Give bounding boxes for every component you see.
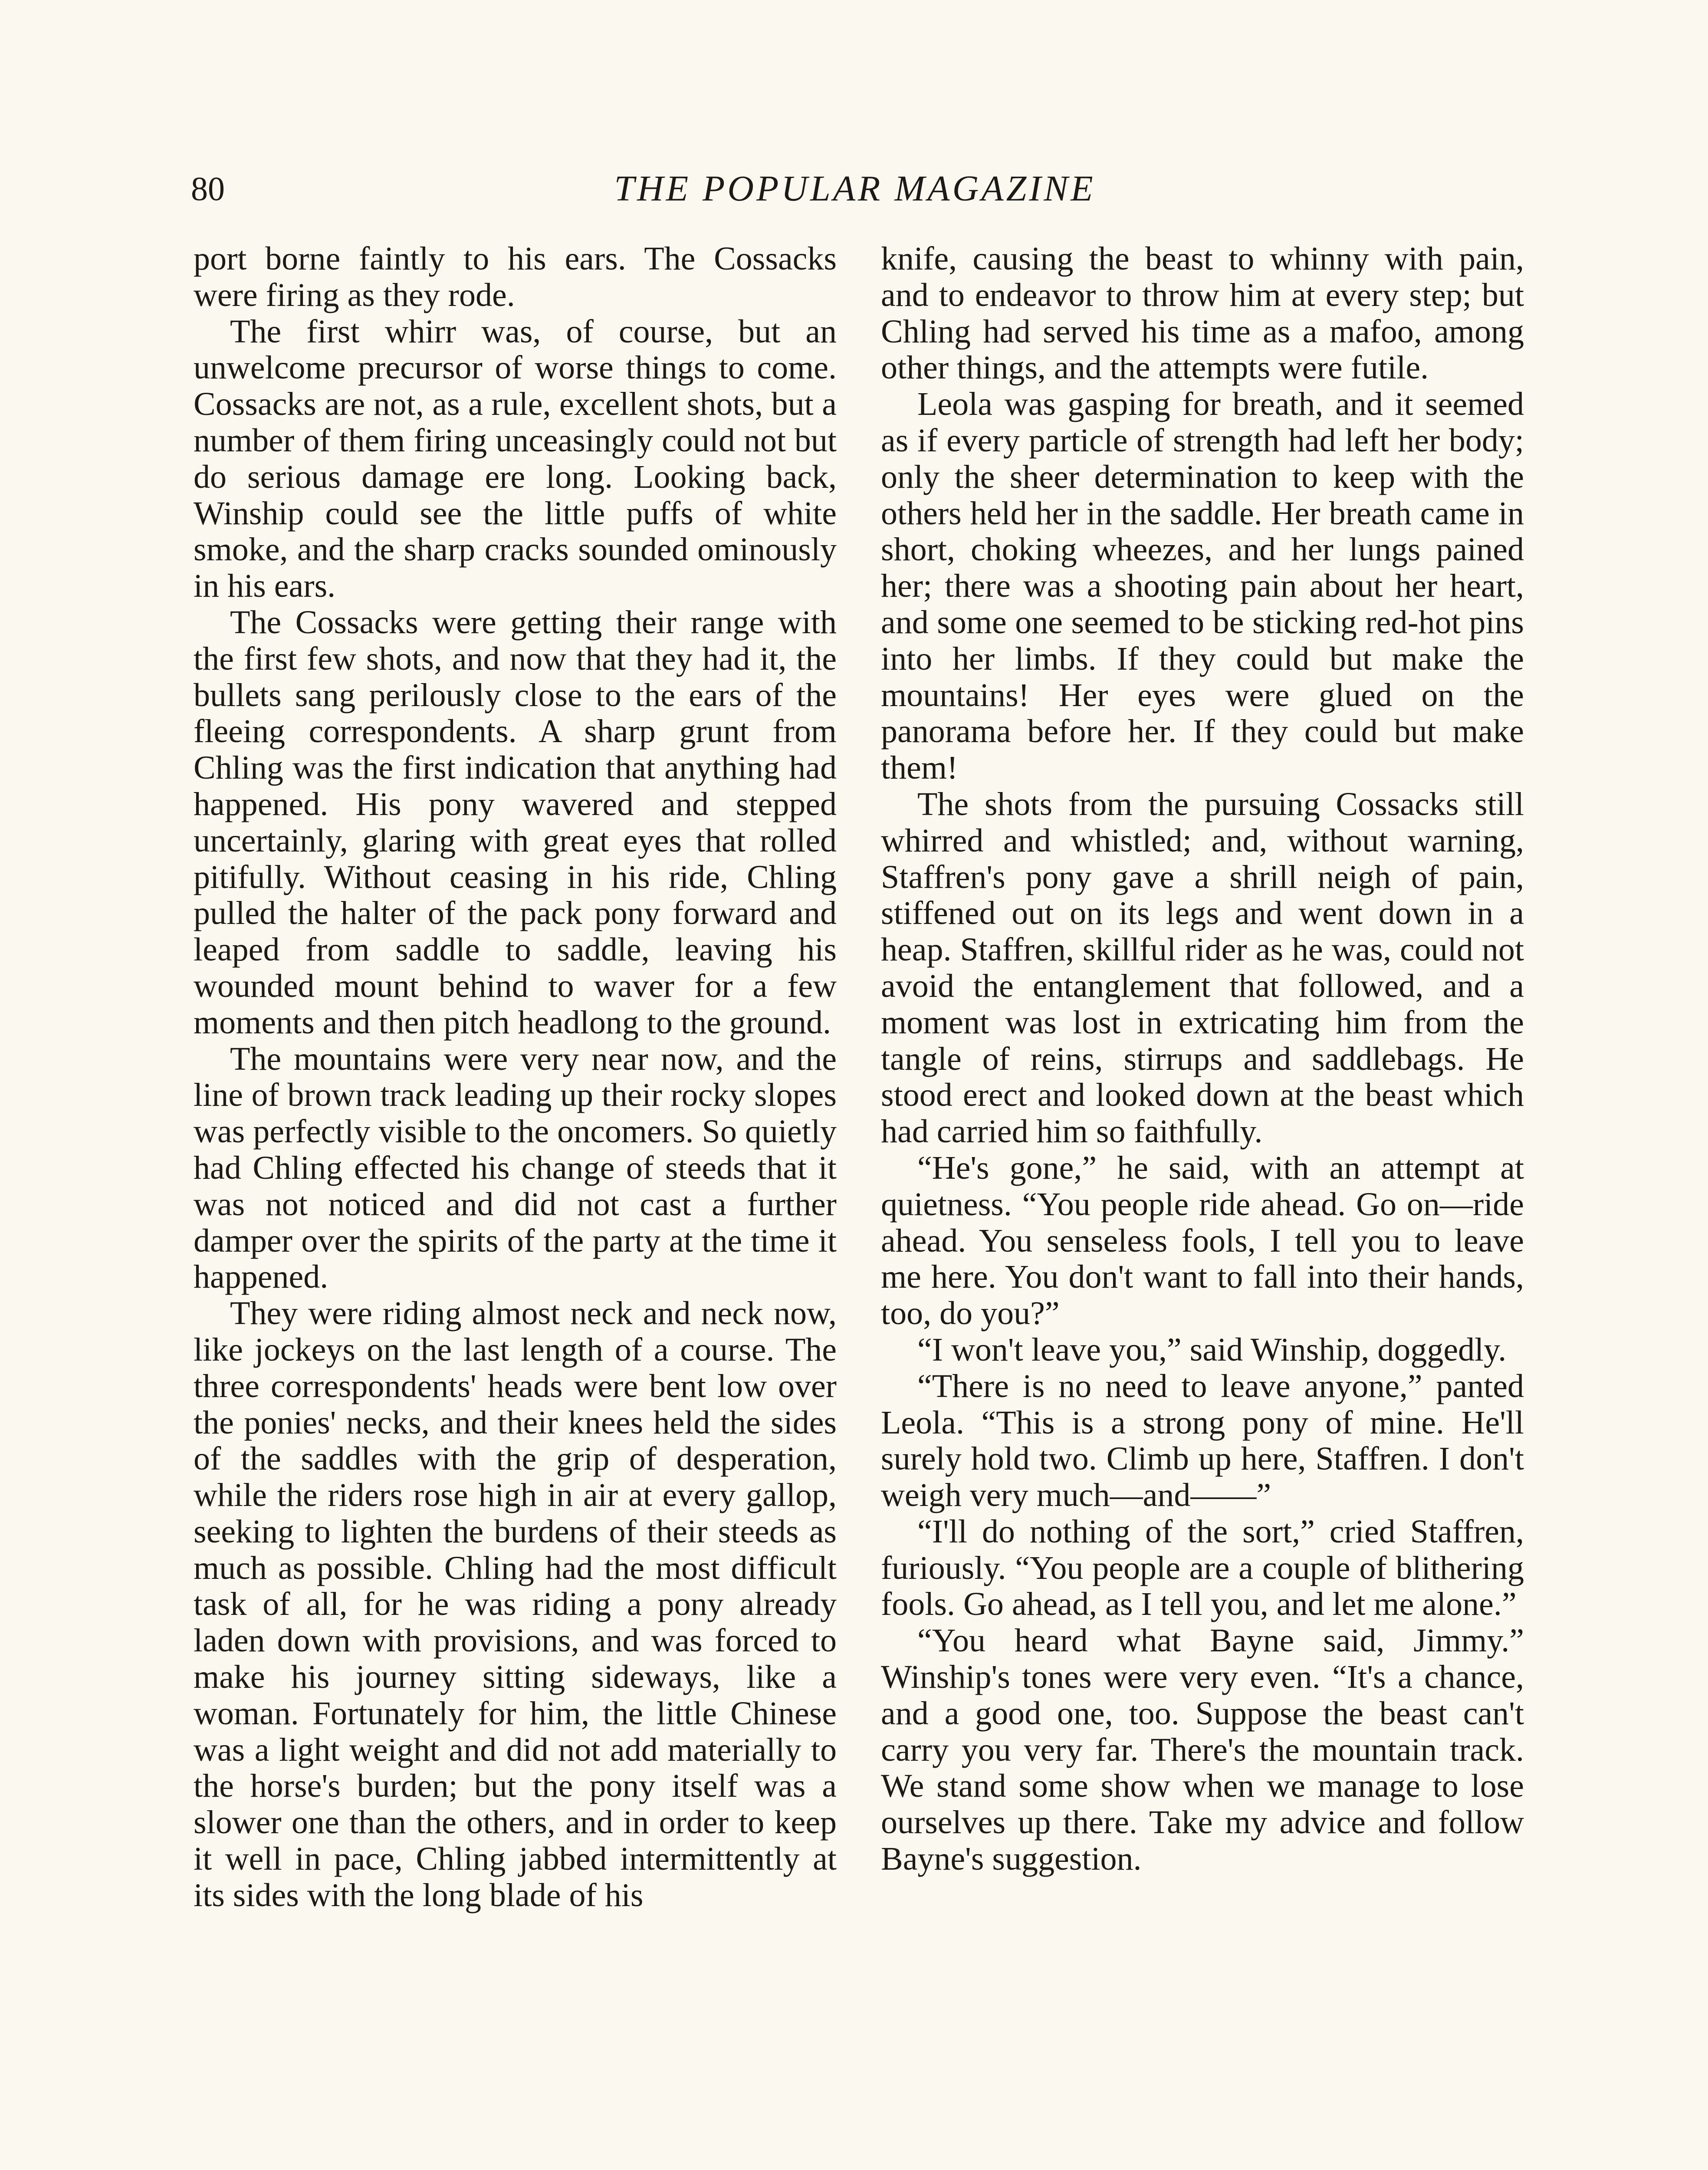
page-number: 80: [191, 170, 225, 207]
paragraph: “There is no need to leave anyone,” panted Leola. “This is a strong pony of mine. He'll surely hold two. Climb up here, Staffren. I don't weigh very much—and——”: [881, 1368, 1524, 1514]
paragraph: The mountains were very near now, and the line of brown track leading up their rocky slopes was perfectly visible to the oncomers. So quietly had Chling effected his change of steeds that it was not noticed and did not cast a further damper over the spirits of the party at the time it happened.: [194, 1040, 837, 1295]
paragraph: “I'll do nothing of the sort,” cried Staffren, furiously. “You people are a couple of blithering fools. Go ahead, as I tell you, and let me alone.”: [881, 1513, 1524, 1623]
paragraph: The first whirr was, of course, but an unwelcome precursor of worse things to come. Cossacks are not, as a rule, excellent shots, but a number of them firing unceasingly could not but do serious damage ere long. Looking back, Winship could see the little puffs of white smoke, and the sharp cracks sounded ominously in his ears.: [194, 313, 837, 605]
left-column: [194, 241, 837, 1914]
paragraph: “He's gone,” he said, with an attempt at quietness. “You people ride ahead. Go on—ride ahead. You senseless fools, I tell you to leave me here. You don't want to fall into their hands, too, do you?”: [881, 1149, 1524, 1332]
magazine-title: THE POPULAR MAGAZINE: [614, 168, 1096, 209]
paragraph: “You heard what Bayne said, Jimmy.” Winship's tones were very even. “It's a chance, and a good one, too. Suppose the beast can't carry you very far. There's the mountain track. We stand some show when we manage to lose ourselves up there. Take my advice and follow Bayne's suggestion.: [881, 1622, 1524, 1877]
right-column: [881, 241, 1524, 1877]
paragraph: The shots from the pursuing Cossacks still whirred and whistled; and, without warning, Staffren's pony gave a shrill neigh of pain, stiffened out on its legs and went down in a heap. Staffren, skillful rider as he was, could not avoid the entanglement that followed, and a moment was lost in extricating him from the tangle of reins, stirrups and saddlebags. He stood erect and looked down at the beast which had carried him so faithfully.: [881, 786, 1524, 1150]
paragraph: port borne faintly to his ears. The Cossacks were firing as they rode.: [194, 240, 837, 313]
paragraph: “I won't leave you,” said Winship, doggedly.: [917, 1331, 1507, 1368]
paragraph: The Cossacks were getting their range with the first few shots, and now that they had it, the bullets sang perilously close to the ears of the fleeing correspondents. A sharp grunt from Chling was the first indication that anything had happened. His pony wavered and stepped uncertainly, glaring with great eyes that rolled pitifully. Without ceasing in his ride, Chling pulled the halter of the pack pony forward and leaped from saddle to saddle, leaving his wounded mount behind to waver for a few moments and then pitch headlong to the ground.: [194, 604, 837, 1041]
page-header: [191, 165, 1519, 221]
paragraph: knife, causing the beast to whinny with pain, and to endeavor to throw him at every step; but Chling had served his time as a mafoo, among other things, and the attempts were futile.: [881, 240, 1524, 386]
paragraph: Leola was gasping for breath, and it seemed as if every particle of strength had left her body; only the sheer determination to keep with the others held her in the saddle. Her breath came in short, choking wheezes, and her lungs pained her; there was a shooting pain about her heart, and some one seemed to be sticking red-hot pins into her limbs. If they could but make the mountains! Her eyes were glued on the panorama before her. If they could but make them!: [881, 386, 1524, 786]
paragraph: They were riding almost neck and neck now, like jockeys on the last length of a course. The three correspondents' heads were bent low over the ponies' necks, and their knees held the sides of the saddles with the grip of desperation, while the riders rose high in air at every gallop, seeking to lighten the burdens of their steeds as much as possible. Chling had the most difficult task of all, for he was riding a pony already laden down with provisions, and was forced to make his journey sitting sideways, like a woman. Fortunately for him, the little Chinese was a light weight and did not add materially to the horse's burden; but the pony itself was a slower one than the others, and in order to keep it well in pace, Chling jabbed intermittently at its sides with the long blade of his: [194, 1295, 837, 1914]
